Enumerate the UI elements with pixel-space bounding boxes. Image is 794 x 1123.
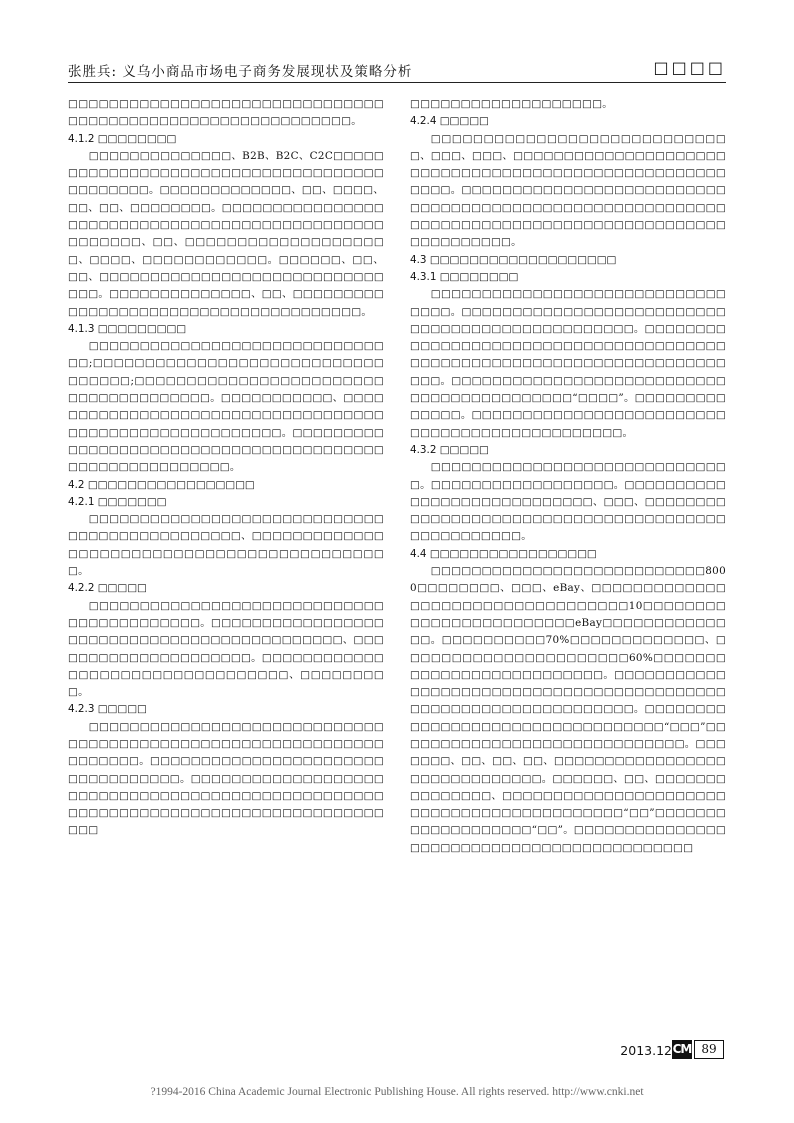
section-heading: 4.3.2 □□□□□ xyxy=(410,443,489,456)
body-paragraph: □□□□□□□□□□□□□□□□□□□□□□□□□□□8000□□□□□□□□、□□□、eBay、□□□□□□□□□□□□□□□□□□□□□□□□□□□□□□□□□□10□□□□□□□□□□□□□□□□□□□□□□□□eBay□□□□□□□□□□□□□□。□□□□□□□□□□70%□□□□□□□□□□□□□、□□□□□□□□□□□□□□□□□□□□□□60%□□□□□□□□□□□□□□□□□□□□□□□□□□。□□□□□□□□□□□□□□□□□□□□□□□□□□□□□□□□□□□□□□□□□□□□□□□□□□□□□□□□□□□□□□□□。□□□□□□□□□□□□□□□□□□□□□□□□□□□□□□□□□“□□□”□□□□□□□□□□□□□□□□□□□□□□□□□□□□□。□□□□□□□、□□、□□、□□、□□□□□□□□□□□□□□□□□□□□□□□□□□□□□□。□□□□□□、□□、□□□□□□□□□□□□□□□、□□□□□□□□□□□□□□□□□□□□□□□□□□□□□□□□□□□□□□□□□□□“□□”□□□□□□□□□□□□□□□□□□□“□□”。□□□□□□□□□□□□□□□□□□□□□□□□□□□□□□□□□□□□□□□□□□□ xyxy=(410,565,726,854)
page-number: 89 xyxy=(694,1040,724,1059)
body-paragraph: □□□□□□□□□□□□□□□□□□□。 xyxy=(410,98,613,110)
section-heading: 4.2.1 □□□□□□□ xyxy=(68,495,167,508)
section-heading: 4.3 □□□□□□□□□□□□□□□□□□□ xyxy=(410,253,617,266)
body-paragraph: □□□□□□□□□□□□□□□□□□□□□□□□□□□□□□□□□□□□□□□□□□□□□□、□□□□□□□□□□□□□□□□□□□□□□□□□□□□□□□□□□□□□□□□□□□□。 xyxy=(68,513,384,578)
copyright-line: ?1994-2016 China Academic Journal Electronic Publishing House. All rights reserved. http://www.cnki.net xyxy=(150,1086,644,1098)
section-heading: 4.4 □□□□□□□□□□□□□□□□□ xyxy=(410,547,597,560)
body-paragraph: □□□□□□□□□□□□□□□□□□□□□□□□□□□□□□□□□□□□□□□□□□。□□□□□□□□□□□□□□□□□□□□□□□□□□□□□□□□□□□□□□□□□□□□、□□□□□□□□□□□□□□□□□□□□□。□□□□□□□□□□□□□□□□□□□□□□□□□□□□□□□□□、□□□□□□□□□。 xyxy=(68,599,384,699)
right-column xyxy=(410,96,726,1026)
body-paragraph: □□□□□□□□□□□□□□、B2B、B2C、C2C□□□□□□□□□□□□□□□□□□□□□□□□□□□□□□□□□□□□□□□□□□□□。□□□□□□□□□□□□□、□□、□□□□、□□、□□、□□□□□□□□。□□□□□□□□□□□□□□□□□□□□□□□□□□□□□□□□□□□□□□□□□□□□□□□□□□□□□□、□□、□□□□□□□□□□□□□□□□□□□□、□□□□、□□□□□□□□□□□□。□□□□□□、□□、□□、□□□□□□□□□□□□□□□□□□□□□□□□□□□□□□□。□□□□□□□□□□□□□□、□□、□□□□□□□□□□□□□□□□□□□□□□□□□□□□□□□□□□□□□□。 xyxy=(68,149,384,318)
section-heading: 4.3.1 □□□□□□□□ xyxy=(410,270,519,283)
issue-date: 2013.12 xyxy=(620,1043,672,1058)
running-header xyxy=(68,58,726,82)
section-name: □□□□ xyxy=(653,58,726,77)
section-heading: 4.2.4 □□□□□ xyxy=(410,115,489,128)
header-rule xyxy=(68,82,726,83)
section-heading: 4.2 □□□□□□□□□□□□□□□□□ xyxy=(68,478,255,491)
running-header-title: 张胜兵: 义乌小商品市场电子商务发展现状及策略分析 xyxy=(68,64,413,80)
body-paragraph: □□□□□□□□□□□□□□□□□□□□□□□□□□□□□□。□□□□□□□□□□□□□□□□□□。□□□□□□□□□□□□□□□□□□□□□□□□□□□□、□□□、□□□□□□□□□□□□□□□□□□□□□□□□□□□□□□□□□□□□□□□□□□□□□□□□□□。 xyxy=(410,461,726,543)
section-heading: 4.2.3 □□□□□ xyxy=(68,703,147,716)
body-paragraph: □□□□□□□□□□□□□□□□□□□□□□□□□□□□□□□;□□□□□□□□□□□□□□□□□□□□□□□□□□□□□□□□□□;□□□□□□□□□□□□□□□□□□□□□□□□□□□□□□□□□□□□□□。□□□□□□□□□□□、□□□□□□□□□□□□□□□□□□□□□□□□□□□□□□□□□□□□□□□□□□□□□□□□□□□□□□□□。□□□□□□□□□□□□□□□□□□□□□□□□□□□□□□□□□□□□□□□□□□□□□□□□□□□□□□□□。 xyxy=(68,340,384,474)
left-column xyxy=(68,96,384,1026)
body-paragraph: □□□□□□□□□□□□□□□□□□□□□□□□□□□□□□□□□□□□□□□□□□□□□□□□□□□□□□□□□□□□□□□□□□□。□□□□□□□□□□□□□□□□□□□□□□□□□□□□□□□□□□。□□□□□□□□□□□□□□□□□□□□□□□□□□□□□□□□□□□□□□□□□□□□□□□□□□□□□□□□□□□□□□□□□□□□□□□□□□□□□□□□□□□□ xyxy=(68,720,384,837)
body-paragraph: □□□□□□□□□□□□□□□□□□□□□□□□□□□□□□□□□。□□□□□□□□□□□□□□□□□□□□□□□□□□□□□□□□□□□□□□□□□□□□□□□□。□□□□□□□□□□□□□□□□□□□□□□□□□□□□□□□□□□□□□□□□□□□□□□□□□□□□□□□□□□□□□□□□□□□□□□□□□。□□□□□□□□□□□□□□□□□□□□□□□□□□□□□□□□□□□□□□□□□□□“□□□□”。□□□□□□□□□□□□□□。□□□□□□□□□□□□□□□□□□□□□□□□□□□□□□□□□□□□□□□□□□□□□□。 xyxy=(410,288,726,439)
body-paragraph: □□□□□□□□□□□□□□□□□□□□□□□□□□□□□、□□□、□□□、□□□□□□□□□□□□□□□□□□□□□□□□□□□□□□□□□□□□□□□□□□□□□□□□□□□□□□□□。□□□□□□□□□□□□□□□□□□□□□□□□□□□□□□□□□□□□□□□□□□□□□□□□□□□□□□□□□□□□□□□□□□□□□□□□□□□□□□□□□□□□□□□□□□□□□□□□□□。 xyxy=(410,132,726,249)
section-heading: 4.1.2 □□□□□□□□ xyxy=(68,132,177,145)
section-heading: 4.1.3 □□□□□□□□□ xyxy=(68,322,187,335)
body-paragraph: □□□□□□□□□□□□□□□□□□□□□□□□□□□□□□□□□□□□□□□□□□□□□□□□□□□□□□□□□□□。 xyxy=(68,98,384,128)
journal-logo: CM xyxy=(672,1040,692,1059)
section-heading: 4.2.2 □□□□□ xyxy=(68,582,147,595)
page-footer xyxy=(0,1040,794,1062)
